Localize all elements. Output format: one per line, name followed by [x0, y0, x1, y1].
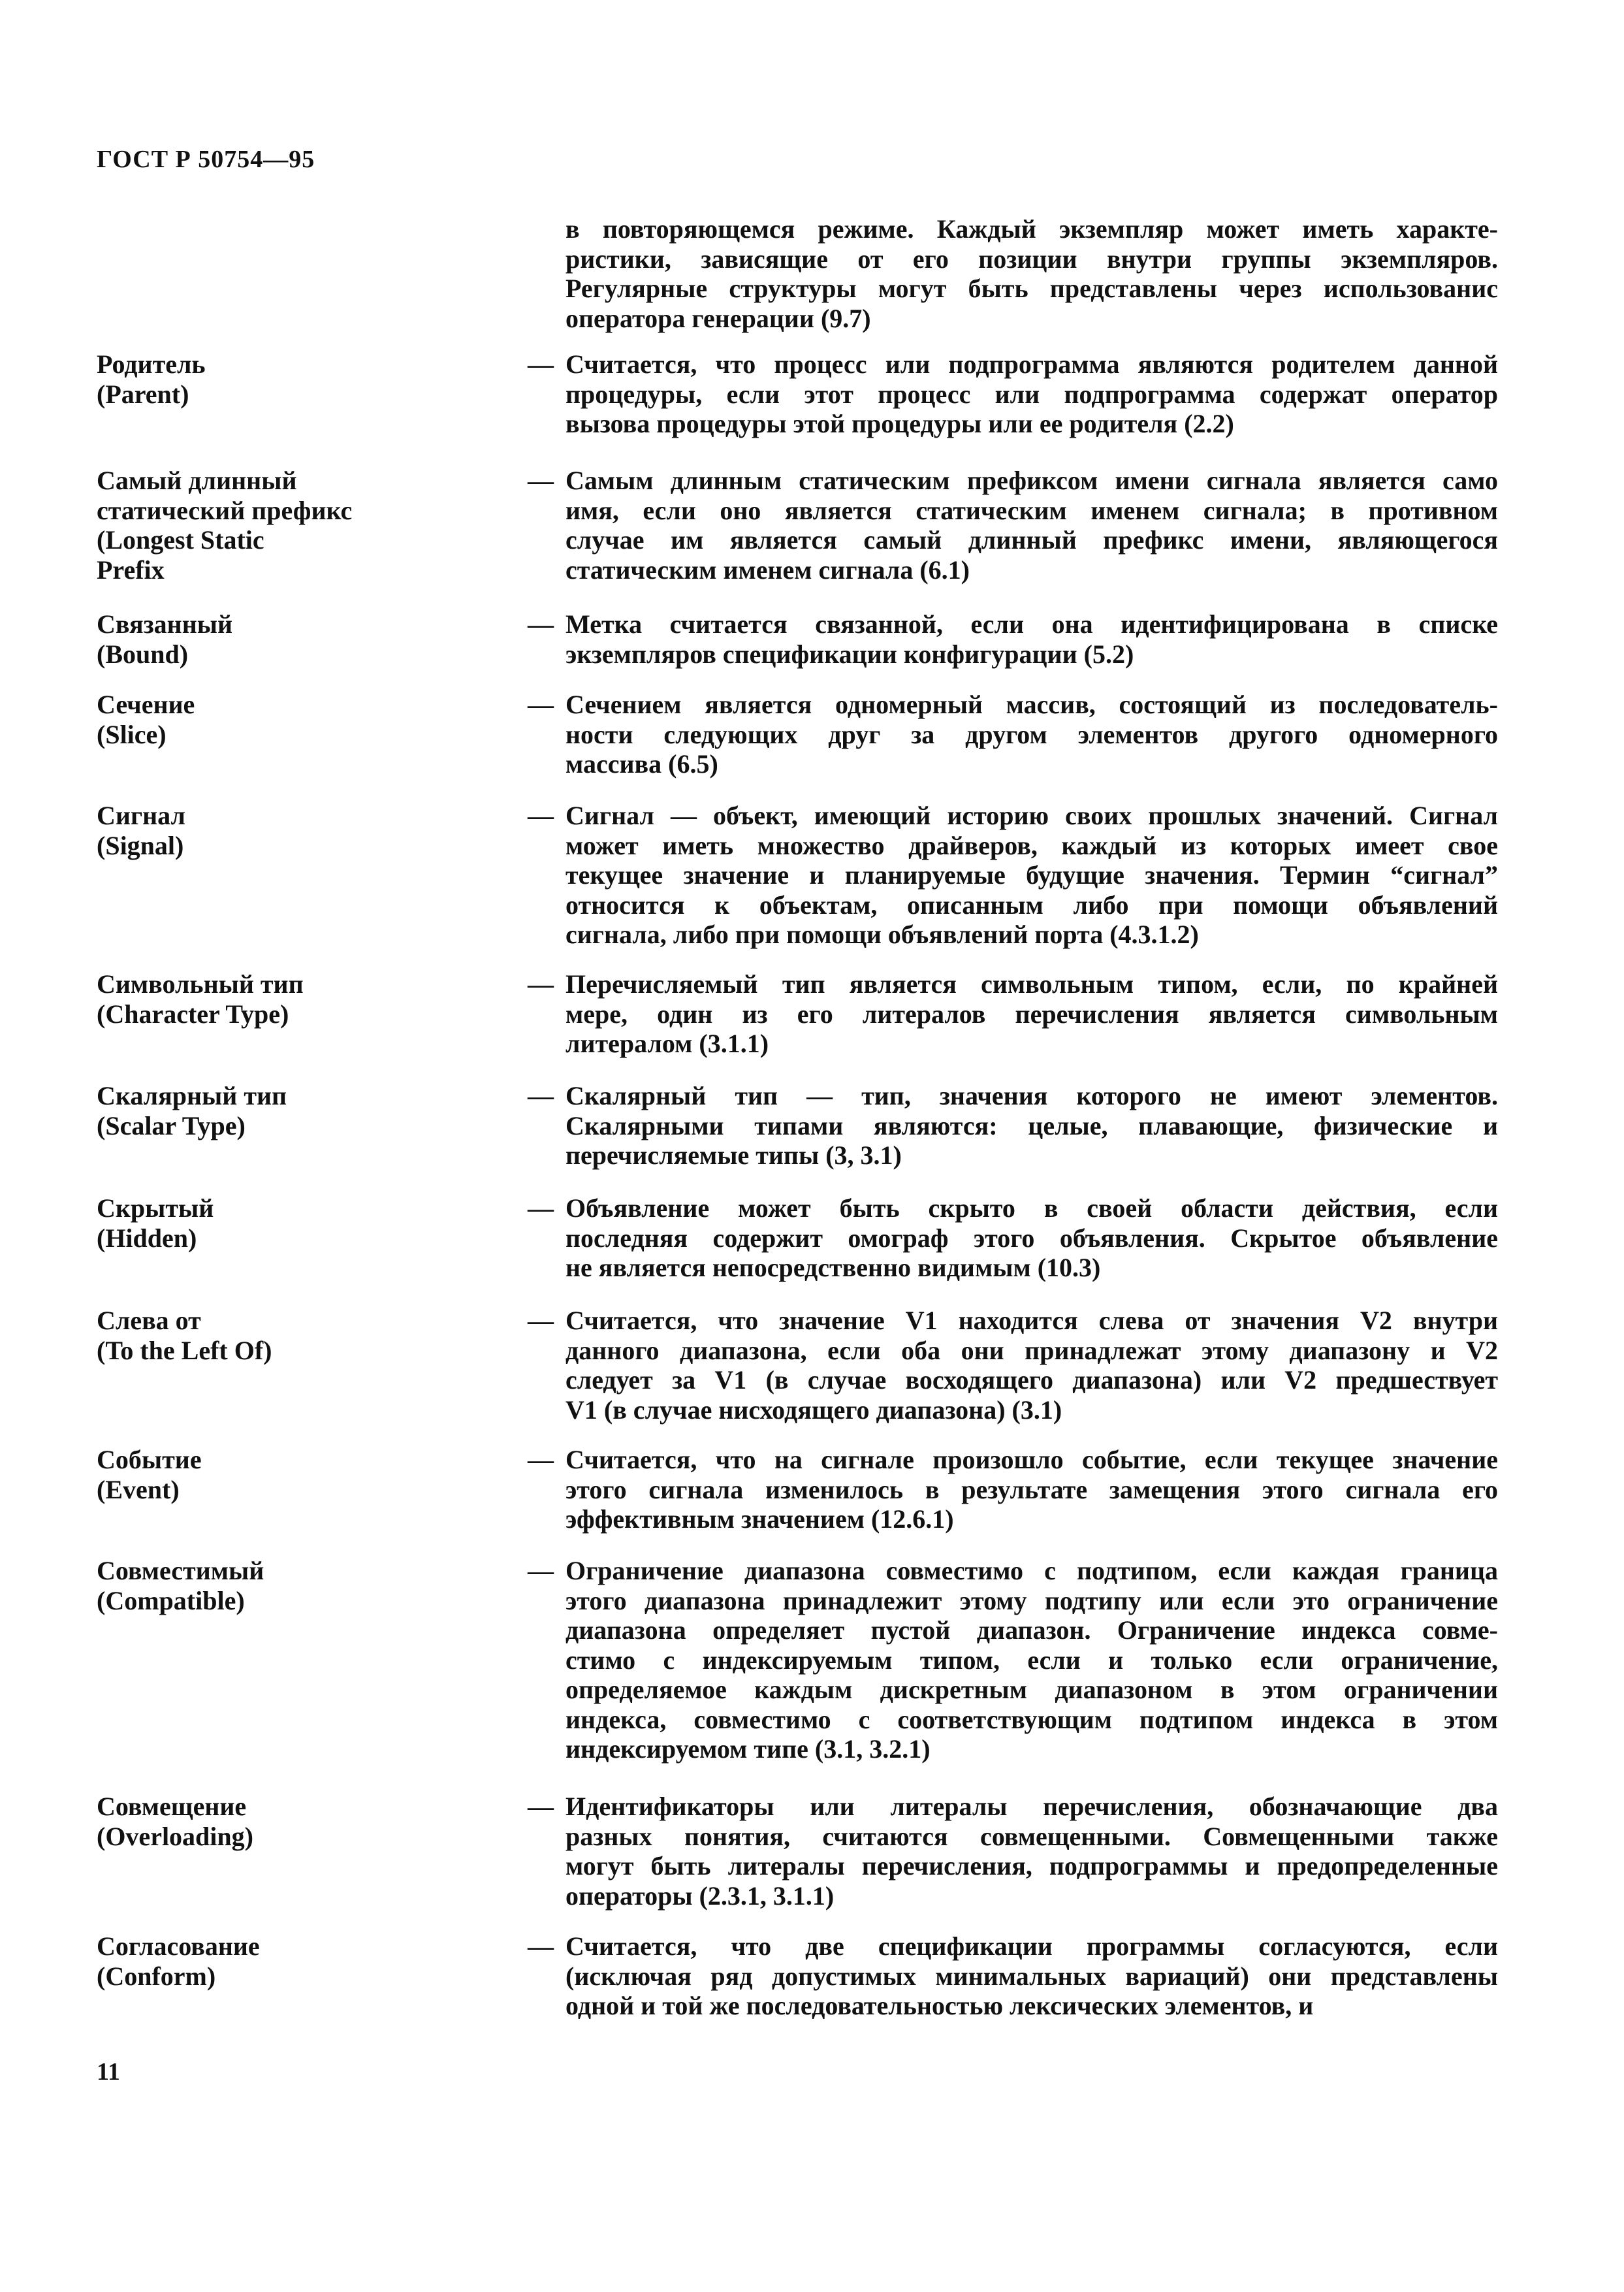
- definition-line: Самым длинным статическим префиксом имени сигнала является само: [565, 466, 1498, 495]
- term-line: (Bound): [97, 639, 189, 669]
- definition-line: имя, если оно является статическим именем сигнала; в противном: [565, 495, 1498, 525]
- term-line: Скрытый: [97, 1193, 214, 1223]
- term-line: (To the Left Of): [97, 1335, 272, 1365]
- definition-line: данного диапазона, если оба они принадлежат этому диапазону и V2: [565, 1335, 1498, 1365]
- page-number: 11: [97, 2058, 120, 2086]
- term-line: Родитель: [97, 349, 206, 379]
- definition-line: Считается, что на сигнале произошло событие, если текущее значение: [565, 1445, 1498, 1474]
- glossary-term: [97, 1193, 423, 1253]
- definition-line: стимо с индексируемым типом, если и только если ограничение,: [565, 1645, 1498, 1675]
- term-line: (Scalar Type): [97, 1110, 246, 1140]
- text-line: Регулярные структуры могут быть представлены через использованис: [565, 274, 1498, 303]
- term-line: Символьный тип: [97, 969, 304, 999]
- glossary-definition: [565, 1556, 1498, 1764]
- definition-dash: —: [528, 801, 554, 830]
- definition-dash: —: [528, 690, 554, 719]
- definition-line: вызова процедуры этой процедуры или ее родителя (2.2): [565, 409, 1234, 438]
- glossary-definition: [565, 349, 1498, 439]
- term-line: Prefix: [97, 555, 165, 585]
- definition-line: сигнала, либо при помощи объявлений порта (4.3.1.2): [565, 920, 1199, 949]
- definition-dash: —: [528, 1193, 554, 1223]
- definition-line: V1 (в случае нисходящего диапазона) (3.1): [565, 1395, 1062, 1425]
- definition-line: эффективным значением (12.6.1): [565, 1504, 954, 1534]
- term-line: (Event): [97, 1474, 180, 1504]
- glossary-definition: [565, 801, 1498, 950]
- glossary-term: [97, 1792, 423, 1851]
- term-line: Скалярный тип: [97, 1081, 287, 1110]
- definition-line: одной и той же последовательностью лексических элементов, и: [565, 1991, 1314, 2020]
- definition-line: операторы (2.3.1, 3.1.1): [565, 1880, 835, 1911]
- term-line: статический префикс: [97, 495, 353, 525]
- definition-line: могут быть литералы перечисления, подпрограммы и предопределенные: [565, 1851, 1498, 1880]
- definition-line: диапазона определяет пустой диапазон. Ограничение индекса совме-: [565, 1615, 1498, 1645]
- definition-line: процедуры, если этот процесс или подпрограмма содержат оператор: [565, 379, 1498, 409]
- text-line: ристики, зависящие от его позиции внутри группы экземпляров.: [565, 244, 1498, 274]
- definition-line: (исключая ряд допустимых минимальных вариаций) они представлены: [565, 1961, 1498, 1991]
- glossary-definition: [565, 690, 1498, 779]
- definition-dash: —: [528, 1931, 554, 1961]
- definition-line: Сечением является одномерный массив, состоящий из последователь-: [565, 690, 1498, 719]
- definition-line: следует за V1 (в случае восходящего диапазона) или V2 предшествует: [565, 1365, 1498, 1395]
- definition-line: Считается, что процесс или подпрограмма являются родителем данной: [565, 349, 1498, 379]
- definition-line: текущее значение и планируемые будущие значения. Термин “сигнал”: [565, 860, 1498, 890]
- term-line: Совмещение: [97, 1792, 247, 1821]
- definition-line: индексируемом типе (3.1, 3.2.1): [565, 1734, 931, 1764]
- definition-line: последняя содержит омограф этого объявления. Скрытое объявление: [565, 1223, 1498, 1253]
- definition-dash: —: [528, 466, 554, 495]
- glossary-term: [97, 1556, 423, 1615]
- term-line: (Longest Static: [97, 525, 264, 555]
- glossary-definition: [565, 609, 1498, 669]
- definition-dash: —: [528, 1445, 554, 1474]
- glossary-term: [97, 969, 423, 1029]
- term-line: (Conform): [97, 1961, 216, 1991]
- definition-line: Ограничение диапазона совместимо с подтипом, если каждая граница: [565, 1556, 1498, 1585]
- definition-line: перечисляемые типы (3, 3.1): [565, 1140, 902, 1170]
- term-line: Согласование: [97, 1931, 260, 1961]
- glossary-definition: [565, 1081, 1498, 1170]
- definition-line: определяемое каждым дискретным диапазоном в этом ограничении: [565, 1675, 1498, 1704]
- term-line: Слева от: [97, 1306, 201, 1335]
- document-header: ГОСТ Р 50754—95: [97, 146, 315, 173]
- definition-line: Скалярными типами являются: целые, плавающие, физические и: [565, 1110, 1498, 1140]
- definition-dash: —: [528, 609, 554, 639]
- definition-line: относится к объектам, описанным либо при помощи объявлений: [565, 890, 1498, 920]
- glossary-term: [97, 1081, 423, 1140]
- definition-line: Скалярный тип — тип, значения которого не имеют элементов.: [565, 1081, 1498, 1110]
- definition-line: не является непосредственно видимым (10.3): [565, 1253, 1101, 1282]
- glossary-definition: [565, 969, 1498, 1059]
- definition-line: этого диапазона принадлежит этому подтипу или если это ограничение: [565, 1585, 1498, 1615]
- definition-line: массива (6.5): [565, 749, 718, 779]
- text-line: оператора генерации (9.7): [565, 303, 871, 333]
- term-line: Совместимый: [97, 1556, 264, 1585]
- glossary-term: [97, 1931, 423, 1991]
- definition-line: Перечисляемый тип является символьным типом, если, по крайней: [565, 969, 1498, 999]
- definition-line: этого сигнала изменилось в результате замещения этого сигнала его: [565, 1474, 1498, 1504]
- glossary-definition: [565, 1193, 1498, 1283]
- glossary-definition: [565, 1306, 1498, 1425]
- continued-definition-text: [565, 214, 1498, 333]
- term-line: Событие: [97, 1445, 202, 1474]
- definition-line: мере, один из его литералов перечисления является символьным: [565, 999, 1498, 1029]
- glossary-term: [97, 609, 423, 669]
- definition-line: может иметь множество драйверов, каждый из которых имеет свое: [565, 830, 1498, 860]
- definition-line: Метка считается связанной, если она идентифицирована в списке: [565, 609, 1498, 639]
- text-line: в повторяющемся режиме. Каждый экземпляр может иметь характе-: [565, 214, 1498, 244]
- definition-line: индекса, совместимо с соответствующим подтипом индекса в этом: [565, 1704, 1498, 1734]
- definition-dash: —: [528, 349, 554, 379]
- glossary-term: [97, 1445, 423, 1504]
- glossary-definition: [565, 1792, 1498, 1911]
- glossary-term: [97, 1306, 423, 1365]
- definition-dash: —: [528, 1556, 554, 1585]
- glossary-term: [97, 466, 423, 585]
- term-line: (Overloading): [97, 1821, 253, 1851]
- definition-dash: —: [528, 969, 554, 999]
- term-line: (Compatible): [97, 1585, 245, 1615]
- definition-dash: —: [528, 1792, 554, 1821]
- term-line: (Signal): [97, 830, 184, 860]
- definition-line: Объявление может быть скрыто в своей области действия, если: [565, 1193, 1498, 1223]
- term-line: Связанный: [97, 609, 233, 639]
- glossary-term: [97, 690, 423, 749]
- definition-dash: —: [528, 1081, 554, 1110]
- glossary-definition: [565, 466, 1498, 585]
- definition-line: Идентификаторы или литералы перечисления, обозначающие два: [565, 1792, 1498, 1821]
- glossary-definition: [565, 1445, 1498, 1534]
- glossary-term: [97, 801, 423, 860]
- term-line: Сечение: [97, 690, 195, 719]
- definition-line: литералом (3.1.1): [565, 1029, 769, 1058]
- term-line: Сигнал: [97, 801, 185, 830]
- term-line: (Slice): [97, 719, 167, 749]
- definition-line: экземпляров спецификации конфигурации (5.2): [565, 639, 1134, 669]
- definition-line: Считается, что значение V1 находится слева от значения V2 внутри: [565, 1306, 1498, 1335]
- definition-line: статическим именем сигнала (6.1): [565, 555, 970, 585]
- definition-dash: —: [528, 1306, 554, 1335]
- term-line: (Parent): [97, 379, 189, 409]
- definition-line: разных понятия, считаются совмещенными. Совмещенными также: [565, 1821, 1498, 1851]
- definition-line: Считается, что две спецификации программы согласуются, если: [565, 1931, 1498, 1961]
- glossary-definition: [565, 1931, 1498, 2021]
- term-line: (Hidden): [97, 1223, 197, 1253]
- glossary-term: [97, 349, 423, 409]
- definition-line: случае им является самый длинный префикс имени, являющегося: [565, 525, 1498, 555]
- definition-line: Сигнал — объект, имеющий историю своих прошлых значений. Сигнал: [565, 801, 1498, 830]
- term-line: (Character Type): [97, 999, 289, 1029]
- term-line: Самый длинный: [97, 466, 297, 495]
- definition-line: ности следующих друг за другом элементов другого одномерного: [565, 719, 1498, 749]
